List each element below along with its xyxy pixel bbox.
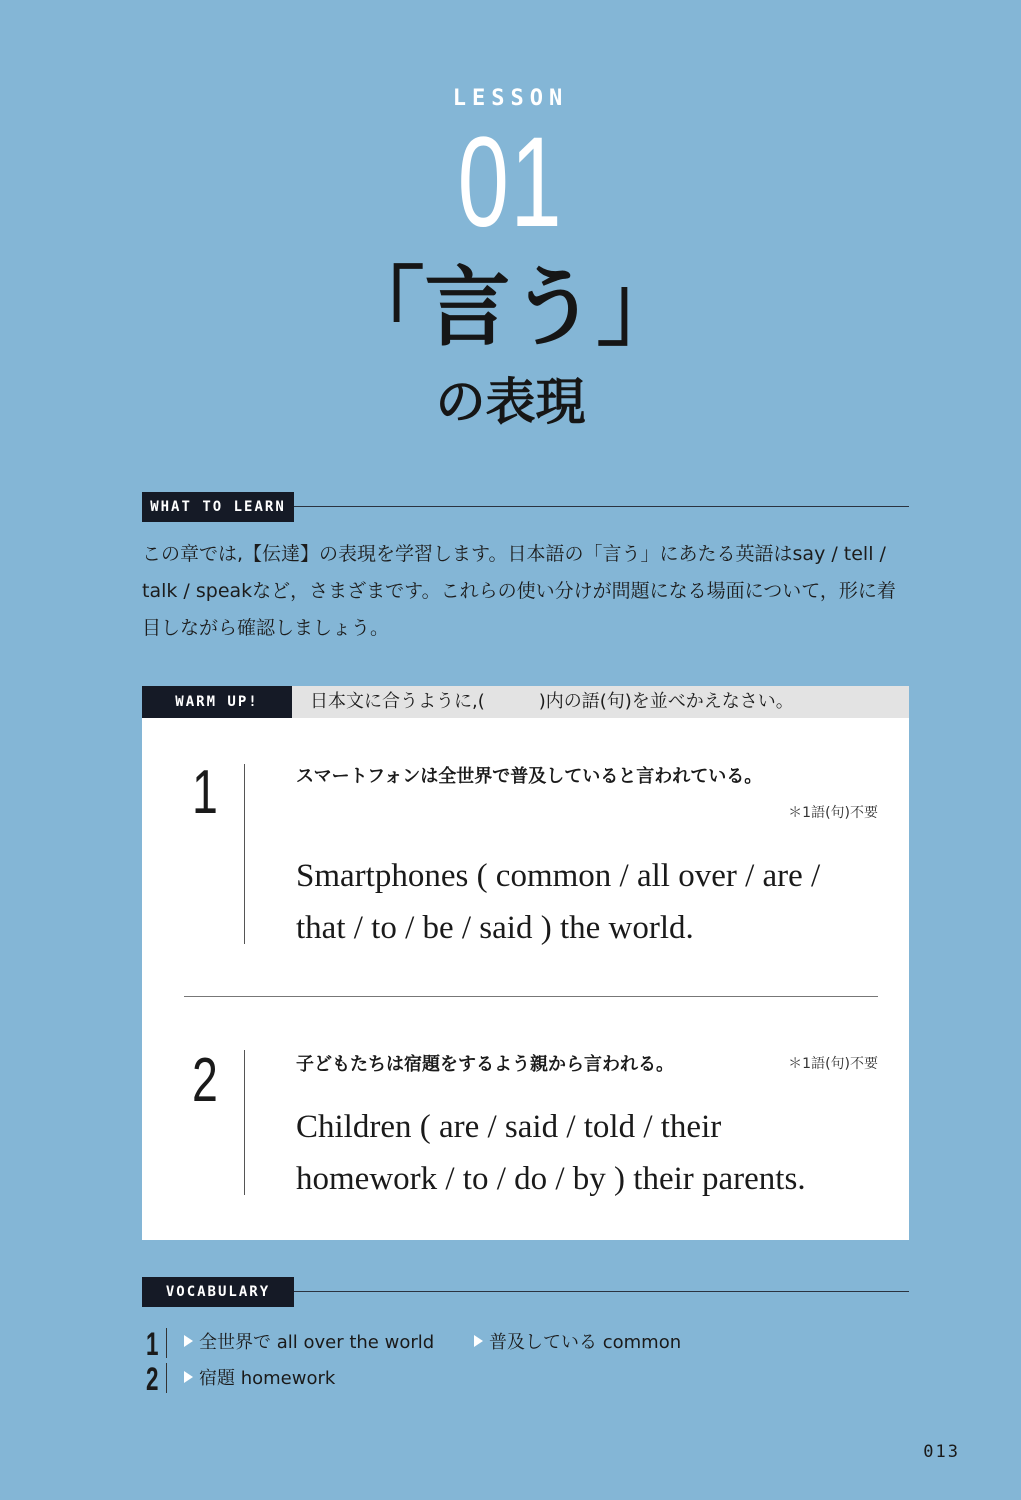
question-note: ＊1語(句)不要 — [788, 1056, 878, 1072]
vocabulary-rule — [294, 1291, 909, 1292]
triangle-bullet-icon — [474, 1335, 483, 1347]
question-english-line: Smartphones ( common / all over / are / — [296, 858, 821, 894]
lesson-number: 01 — [457, 111, 564, 254]
triangle-bullet-icon — [184, 1371, 193, 1383]
vocab-item — [474, 1331, 681, 1355]
vocab-row-bar — [166, 1363, 167, 1393]
vocabulary-label: VOCABULARY — [142, 1277, 294, 1307]
question-japanese: 子どもたちは宿題をするよう親から言われる。 — [296, 1054, 674, 1075]
vocab-item-text: 普及している common — [489, 1332, 682, 1353]
question-english-line: homework / to / do / by ) their parents. — [296, 1161, 806, 1197]
question-separator — [184, 996, 878, 997]
question-number: 1 — [192, 758, 218, 827]
vocab-item — [184, 1331, 434, 1355]
warm-up-instruction: 日本文に合うように,( )内の語(句)を並べかえなさい。 — [310, 691, 794, 712]
page-subtitle: の表現 — [435, 373, 586, 431]
intro-text: この章では,【伝達】の表現を学習します。日本語の「言う」にあたる英語はsay / tell / talk / speakなど，さまざまです。これらの使い分けが問題になる場面について，形に着目しながら確認しましょう。 — [142, 543, 896, 639]
vocab-row-number: 1 — [146, 1326, 159, 1362]
what-to-learn-label: WHAT TO LEARN — [142, 492, 294, 522]
question-divider-line — [244, 764, 245, 944]
vocab-item — [184, 1367, 335, 1391]
page-title: 「言う」 — [338, 258, 683, 358]
question-number: 2 — [192, 1046, 218, 1115]
vocab-item-text: 全世界で all over the world — [199, 1332, 435, 1353]
page-number: 013 — [923, 1442, 960, 1462]
question-english-line: that / to / be / said ) the world. — [296, 910, 694, 946]
lesson-label: LESSON — [452, 86, 569, 111]
vocab-row-number: 2 — [146, 1361, 159, 1397]
question-english-line: Children ( are / said / told / their — [296, 1109, 722, 1145]
question-japanese: スマートフォンは全世界で普及していると言われている。 — [296, 766, 763, 787]
vocab-item-text: 宿題 homework — [199, 1368, 336, 1389]
question-divider-line — [244, 1050, 245, 1195]
question-note: ＊1語(句)不要 — [788, 805, 878, 821]
vocab-row-bar — [166, 1328, 167, 1358]
warm-up-label: WARM UP! — [142, 686, 292, 718]
triangle-bullet-icon — [184, 1335, 193, 1347]
what-to-learn-rule — [294, 506, 909, 507]
